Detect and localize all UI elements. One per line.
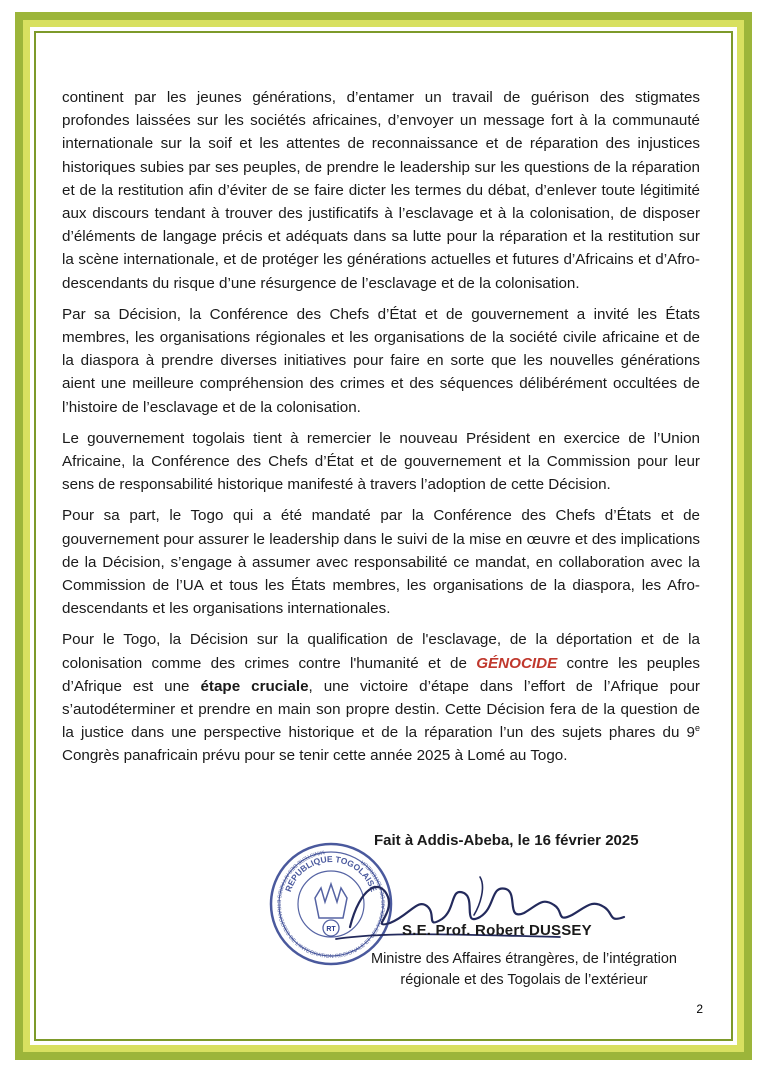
page-number: 2: [696, 1002, 703, 1016]
signature-block: [62, 832, 700, 1022]
place-and-date: Fait à Addis-Abeba, le 16 février 2025: [374, 832, 639, 849]
stamp-top-text: REPUBLIQUE TOGOLAISE: [283, 853, 379, 894]
stamp-ring-text: MINISTERE DES AFFAIRES ETRANGERES DE L'INTEGRATION REGIONALE ET DES TOGOLAIS DE L'EXTERIEUR: [275, 848, 388, 961]
paragraph-5-part-3: , une victoire d’étape dans l’effort de l’Afrique pour s’autodéterminer et prendre en main son propre destin. Cette Décision fera de la question de la justice dans une perspective historique et de la réparation l’un des sujets phares du 9: [62, 677, 700, 742]
signatory-name: S.E. Prof. Robert DUSSEY: [402, 922, 592, 939]
paragraph-4: Pour sa part, le Togo qui a été mandaté par la Conférence des Chefs d’États et de gouvernement pour assurer le leadership dans le suivi de la mise en œuvre et des implications de la Décision, s’engage à assumer avec responsabilité ce mandat, en collaboration avec la Commission de l’UA et tous les États membres, les organisations de la diaspora, les Afro-descendants et les organisations internationales.: [62, 507, 700, 618]
signatory-title: [344, 949, 704, 991]
paragraph-1: continent par les jeunes générations, d’entamer un travail de guérison des stigmates profondes laissées sur les sociétés africaines, d’envoyer un message fort à la communauté internationale sur la soif et les attentes de reconnaissance et de réparation des injustices historiques subies par ses peuples, de prendre le leadership sur les questions de la réparation et de la restitution afin d’éviter de se faire dicter les termes du débat, d’enlever toute légitimité aux discours tendant à trouver des justificatifs à l’esclavage et à la colonisation, de disposer d’éléments de langage précis et adéquats dans sa lutte pour la réparation et la restitution sur la scène internationale, et de protéger les générations actuelles et futures d’Africains et d’Afro-descendants du risque d’une résurgence de l’esclavage et de la colonisation.: [62, 89, 700, 292]
paragraph-5-part-1: Pour le Togo, la Décision sur la qualification de l'esclavage, de la déportation et de la colonisation comme des crimes contre l'humanité et de: [62, 631, 700, 672]
stamp-center-label: RT: [326, 926, 336, 933]
document-page: [62, 80, 700, 1030]
paragraph-3: Le gouvernement togolais tient à remercier le nouveau Président en exercice de l’Union Africaine, la Conférence des Chefs d’État et de gouvernement et la Commission pour leur sens de responsabilité historique manifesté à travers l’adoption de cette Décision.: [62, 429, 700, 494]
genocide-emphasis: GÉNOCIDE: [476, 654, 558, 672]
signatory-title-line-2: régionale et des Togolais de l’extérieur: [400, 972, 648, 988]
etape-cruciale-bold: étape cruciale: [200, 677, 309, 695]
paragraph-5-part-2: contre les peuples d’Afrique est une: [62, 654, 700, 695]
signatory-title-line-1: Ministre des Affaires étrangères, de l’intégration: [370, 951, 677, 967]
paragraph-2: Par sa Décision, la Conférence des Chefs d’État et de gouvernement a invité les États membres, les organisations régionales et les organisations de la société civile africaine et de la diaspora à prendre diverses initiatives pour faire en sorte que les nouvelles générations aient une meilleure compréhension des crimes et des séquences délibérément occultées de l’histoire de l’esclavage et de la colonisation.: [62, 305, 700, 416]
superscript-e: e: [694, 723, 700, 734]
paragraph-5-part-4: Congrès panafricain prévu pour se tenir cette année 2025 à Lomé au Togo.: [62, 747, 568, 765]
paragraph-5: [62, 628, 700, 767]
